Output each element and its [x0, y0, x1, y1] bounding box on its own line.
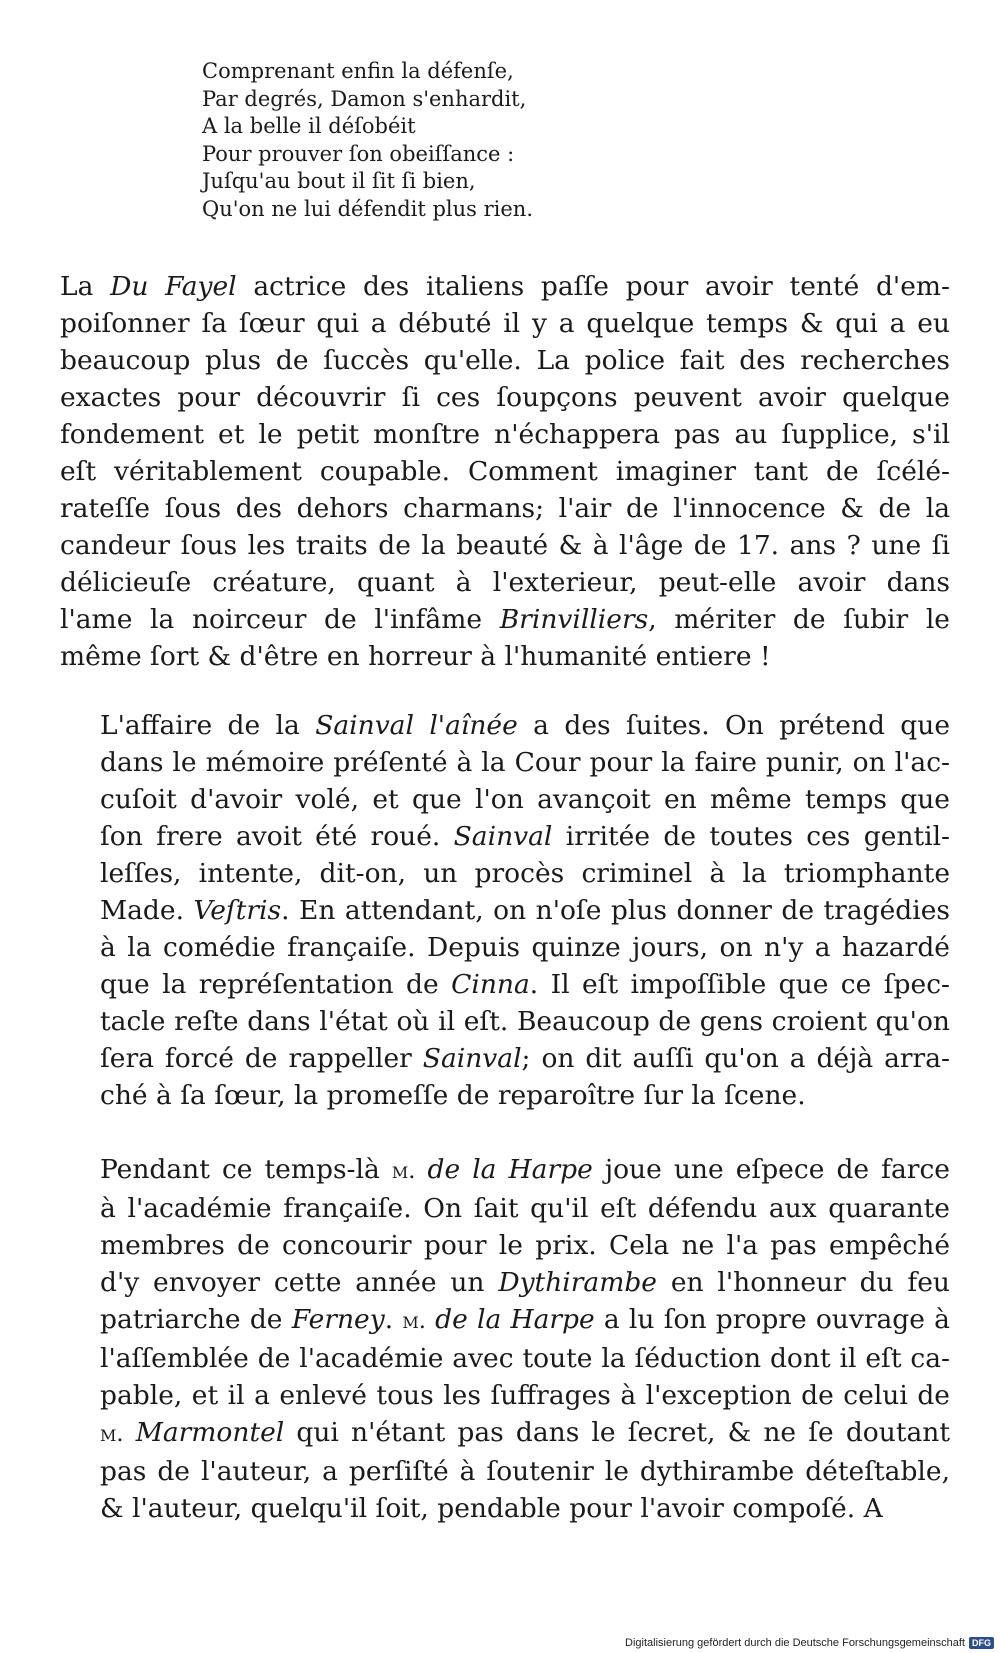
- text-line: eſt véritablement coupable. Comment imaginer tant de ſcélé-: [60, 456, 950, 487]
- text-line: La Du Fayel actrice des italiens paſſe pour avoir tenté d'em-: [60, 271, 950, 302]
- text-line: patriarche de Ferney. m. de la Harpe a lu ſon propre ouvrage à: [100, 1304, 950, 1335]
- verse-line: Pour prouver ſon obeiſſance :: [202, 141, 515, 166]
- verse-line: A la belle il déſobéit: [202, 114, 416, 138]
- italic-name: Du Fayel: [110, 271, 237, 302]
- text-line: pable, et il a enlevé tous les ſuffrages à l'exception de celui de: [100, 1380, 950, 1411]
- verse-block: [202, 58, 533, 223]
- digitization-footer: [625, 1637, 994, 1649]
- paragraph-sainval: [60, 707, 950, 1114]
- text-line: m. Marmontel qui n'étant pas dans le ſecret, & ne ſe doutant: [100, 1417, 950, 1448]
- text-line: ſera forcé de rappeller Sainval; on dit auſſi qu'on a déjà arra-: [100, 1043, 950, 1074]
- text-line: d'y envoyer cette année un Dythirambe en l'honneur du feu: [100, 1267, 950, 1298]
- text-line: membres de concourir pour le prix. Cela ne l'a pas empêché: [100, 1230, 950, 1261]
- text-line: L'affaire de la Sainval l'aînée a des ſuites. On prétend que: [100, 710, 950, 741]
- small-caps-title: m.: [391, 1158, 416, 1184]
- text-line: à la comédie françaiſe. Depuis quinze jours, on n'y a hazardé: [100, 932, 950, 963]
- text-line: tacle reſte dans l'état où il eſt. Beaucoup de gens croient qu'on: [100, 1006, 950, 1037]
- verse-line: Qu'on ne lui défendit plus rien.: [202, 196, 534, 221]
- text-line: ſon frere avoit été roué. Sainval irritée de toutes ces gentil-: [100, 821, 950, 852]
- italic-name: Marmontel: [135, 1417, 285, 1448]
- text-line: à l'académie françaiſe. On ſait qu'il eſt défendu aux quarante: [100, 1193, 950, 1224]
- italic-name: Cinna: [451, 969, 530, 1000]
- text-line: même ſort & d'être en horreur à l'humanité entiere !: [60, 641, 771, 672]
- text-line: exactes pour découvrir ſi ces ſoupçons peuvent avoir quelque: [60, 382, 950, 413]
- text-line: Pendant ce temps-là m. de la Harpe joue une eſpece de farce: [100, 1154, 950, 1185]
- text-line: pas de l'auteur, a perſiſté à ſoutenir le dythirambe déteſtable,: [100, 1456, 950, 1487]
- italic-name: Dythirambe: [498, 1267, 657, 1298]
- text-line: beaucoup plus de ſuccès qu'elle. La police fait des recherches: [60, 345, 950, 376]
- italic-name: Ferney: [291, 1304, 385, 1335]
- verse-line: Par degrés, Damon s'enhardit,: [202, 86, 527, 111]
- italic-name: Veſtris: [193, 895, 282, 926]
- paragraph-du-fayel: [60, 268, 950, 675]
- text-line: cuſoit d'avoir volé, et que l'on avançoit en même temps que: [100, 784, 950, 815]
- text-line: & l'auteur, quelqu'il ſoit, pendable pour l'avoir compoſé. A: [100, 1493, 883, 1524]
- text-line: dans le mémoire préſenté à la Cour pour la faire punir, on l'ac-: [100, 747, 950, 778]
- text-line: poiſonner ſa ſœur qui a débuté il y a quelque temps & qui a eu: [60, 308, 950, 339]
- verse-line: Juſqu'au bout il ſit ſi bien,: [202, 169, 476, 193]
- text-line: candeur ſous les traits de la beauté & à l'âge de 17. ans ? une ſi: [60, 530, 950, 561]
- small-caps-title: m.: [100, 1421, 124, 1447]
- italic-name: de la Harpe: [435, 1304, 595, 1335]
- verse-line: Comprenant enfin la défenſe,: [202, 59, 514, 83]
- text-line: délicieuſe créature, quant à l'exterieur, peut-elle avoir dans: [60, 567, 950, 598]
- italic-name: Sainval: [422, 1043, 522, 1074]
- dfg-logo: DFG: [969, 1637, 994, 1649]
- italic-name: Sainval: [453, 821, 553, 852]
- text-line: que la repréſentation de Cinna. Il eſt impoſſible que ce ſpec-: [100, 969, 950, 1000]
- italic-name: Sainval l'aînée: [315, 710, 518, 741]
- text-line: Made. Veſtris. En attendant, on n'oſe plus donner de tragédies: [100, 895, 950, 926]
- italic-name: de la Harpe: [427, 1154, 593, 1185]
- small-caps-title: m.: [402, 1308, 426, 1334]
- text-line: leſſes, intente, dit-on, un procès criminel à la triomphante: [100, 858, 950, 889]
- text-line: l'ame la noirceur de l'infâme Brinvilliers, mériter de ſubir le: [60, 604, 950, 635]
- italic-name: Brinvilliers: [499, 604, 649, 635]
- text-line: fondement et le petit monſtre n'échappera pas au ſupplice, s'il: [60, 419, 950, 450]
- footer-credit: Digitalisierung gefördert durch die Deutsche Forschungsgemeinschaft: [625, 1637, 965, 1649]
- text-line: l'aſſemblée de l'académie avec toute la ſéduction dont il eſt ca-: [100, 1343, 950, 1374]
- paragraph-de-la-harpe: [60, 1151, 950, 1527]
- text-line: ché à ſa ſœur, la promeſſe de reparoître ſur la ſcene.: [100, 1080, 806, 1111]
- text-line: rateſſe ſous des dehors charmans; l'air de l'innocence & de la: [60, 493, 950, 524]
